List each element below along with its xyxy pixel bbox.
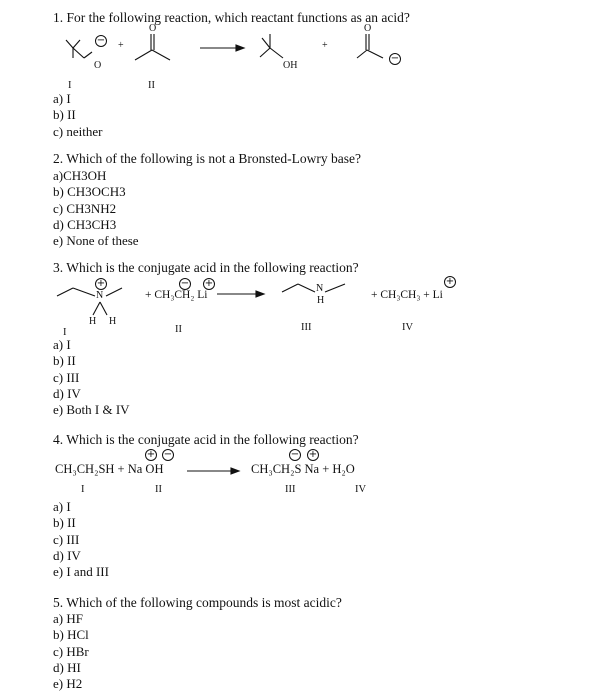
- q4-plus-charge-icon-2: +: [308, 449, 318, 460]
- q4-right-side: CH₃CH₂S Na + H₂O: [251, 462, 355, 476]
- q4-arrow: [187, 466, 247, 476]
- q1-label-II: II: [148, 80, 155, 91]
- q2-option-e[interactable]: e) None of these: [53, 233, 139, 249]
- q3-atom-h2: H: [109, 316, 117, 327]
- q3-plus-charge-icon: +: [96, 278, 106, 289]
- q4-label-III: III: [285, 484, 296, 495]
- q4-option-b[interactable]: b) II: [53, 515, 76, 531]
- q5-option-d[interactable]: d) HI: [53, 659, 81, 675]
- q3-option-d[interactable]: d) IV: [53, 385, 81, 401]
- q1-option-a[interactable]: a) I: [53, 91, 71, 106]
- q4-left-side: CH₃CH₂SH + Na OH: [55, 462, 164, 476]
- q1-options: [53, 91, 102, 140]
- q4-minus-charge-icon-2: −: [290, 449, 300, 460]
- q3-minus-charge-icon: −: [180, 278, 190, 289]
- q1-atom-o2: O: [149, 23, 157, 34]
- q4-label-II: II: [155, 484, 162, 495]
- q1-question: 1. For the following reaction, which reactant functions as an acid?: [53, 10, 410, 25]
- q1-label-I: I: [68, 80, 72, 91]
- q1-atom-o3: O: [364, 23, 372, 34]
- q4-option-a[interactable]: a) I: [53, 499, 71, 514]
- q5-option-a[interactable]: a) HF: [53, 611, 83, 626]
- q3-atom-n2: N: [316, 283, 324, 294]
- q2-options: [53, 168, 139, 249]
- q2-option-c[interactable]: c) CH3NH2: [53, 200, 117, 216]
- q5-question: 5. Which of the following compounds is most acidic?: [53, 595, 342, 610]
- q2-option-d[interactable]: d) CH3CH3: [53, 216, 117, 232]
- q1-plus-2: +: [322, 40, 328, 51]
- q1-option-c[interactable]: c) neither: [53, 123, 103, 139]
- q3-label-I: I: [63, 327, 67, 338]
- q3-question: 3. Which is the conjugate acid in the following reaction?: [53, 260, 359, 275]
- q2-question: 2. Which of the following is not a Bronsted-Lowry base?: [53, 151, 361, 166]
- q4-options: [53, 499, 109, 580]
- q5-option-c[interactable]: c) HBr: [53, 643, 89, 659]
- q4-option-e[interactable]: e) I and III: [53, 564, 109, 580]
- q4-question: 4. Which is the conjugate acid in the following reaction?: [53, 432, 359, 447]
- q1-minus-charge-icon: −: [96, 35, 106, 46]
- q3-options: [53, 337, 130, 418]
- q4-option-d[interactable]: d) IV: [53, 547, 81, 563]
- q3-label-IV: IV: [402, 322, 414, 333]
- q1-minus-charge-icon-2: −: [390, 53, 400, 64]
- q3-option-a[interactable]: a) I: [53, 337, 71, 352]
- q3-reagent: + CH₃CH₂ Li: [145, 289, 208, 301]
- q3-atom-h3: H: [317, 295, 325, 306]
- q3-option-b[interactable]: b) II: [53, 353, 76, 369]
- q4-minus-charge-icon: −: [163, 449, 173, 460]
- q3-atom-n1: N: [96, 290, 104, 301]
- q4-label-IV: IV: [355, 484, 367, 495]
- q1-atom-o1: O: [94, 60, 102, 71]
- q2-option-a[interactable]: a)CH3OH: [53, 168, 107, 183]
- q3-products: + CH₃CH₃ + Li: [371, 289, 443, 301]
- q3-plus-charge-icon-2: +: [204, 278, 214, 289]
- q1-option-b[interactable]: b) II: [53, 107, 76, 123]
- q1-plus-1: +: [118, 40, 124, 51]
- q4-label-I: I: [81, 484, 85, 495]
- q4-plus-charge-icon: +: [146, 449, 156, 460]
- q3-label-II: II: [175, 324, 182, 335]
- q1-atom-oh: OH: [283, 60, 298, 71]
- q5-option-b[interactable]: b) HCl: [53, 627, 89, 643]
- q3-atom-h1: H: [89, 316, 97, 327]
- q3-option-e[interactable]: e) Both I & IV: [53, 402, 130, 418]
- q4-option-c[interactable]: c) III: [53, 531, 80, 547]
- q3-option-c[interactable]: c) III: [53, 369, 80, 385]
- q3-plus-charge-icon-3: +: [445, 276, 455, 287]
- q5-option-e[interactable]: e) H2: [53, 676, 83, 692]
- q2-option-b[interactable]: b) CH3OCH3: [53, 184, 126, 200]
- q1-reaction-diagram: [0, 0, 600, 100]
- q5-options: [53, 611, 89, 692]
- q3-label-III: III: [301, 322, 312, 333]
